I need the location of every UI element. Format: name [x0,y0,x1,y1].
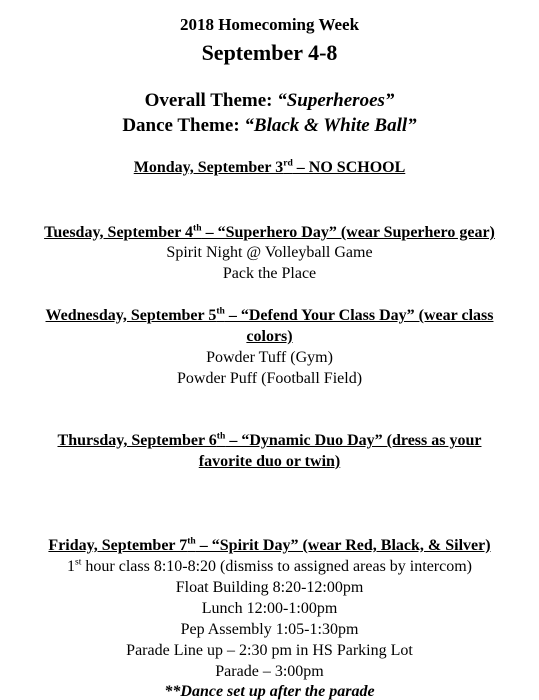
wednesday-heading-text: – “Defend Your Class Day” (wear class [224,307,494,324]
friday-item-text: hour class 8:10-8:20 (dismiss to assigned areas by intercom) [81,558,472,575]
tuesday-item: Pack the Place [222,265,317,282]
dance-theme-label: Dance Theme: [122,115,245,136]
thursday-heading-suffix: th [216,430,226,442]
thursday-heading-continued: favorite duo or twin) [198,453,341,470]
tuesday-heading-text: – “Superhero Day” (wear Superhero gear) [201,224,495,241]
friday-item-suffix: st [75,556,82,568]
monday-heading-text: – NO SCHOOL [292,159,406,176]
friday-heading [0,535,539,554]
document-dates: September 4-8 [201,40,338,65]
friday-heading-suffix: th [187,535,196,547]
wednesday-heading [0,305,539,324]
friday-item: Lunch 12:00-1:00pm [201,600,338,617]
overall-theme-label: Overall Theme: [144,90,278,111]
wednesday-heading-date: Wednesday, September 5 [45,307,217,324]
wednesday-heading-continued: colors) [246,328,293,345]
friday-item: Parade Line up – 2:30 pm in HS Parking Lot [126,642,413,659]
monday-heading-date: Monday, September 3 [133,159,284,176]
thursday-heading [0,430,539,449]
friday-item: Parade – 3:00pm [215,663,324,680]
friday-note: **Dance set up after the parade [164,683,375,700]
wednesday-heading-suffix: th [216,305,225,317]
friday-heading-text: – “Spirit Day” (wear Red, Black, & Silver) [195,537,491,554]
overall-theme-value: “Superheroes” [277,90,395,111]
friday-item [0,556,539,575]
monday-heading [0,157,539,176]
thursday-heading-date: Thursday, September 6 [57,432,217,449]
dance-theme-line [0,116,539,135]
dance-theme-value: “Black & White Ball” [244,115,417,136]
tuesday-heading-suffix: th [193,222,202,234]
thursday-heading-text: – “Dynamic Duo Day” (dress as your [225,432,482,449]
document-title: 2018 Homecoming Week [179,15,360,34]
wednesday-item: Powder Tuff (Gym) [206,349,333,366]
tuesday-heading [0,222,539,241]
friday-heading-date: Friday, September 7 [48,537,188,554]
tuesday-heading-date: Tuesday, September 4 [44,224,194,241]
friday-item: Pep Assembly 1:05-1:30pm [180,621,359,638]
tuesday-item: Spirit Night @ Volleyball Game [166,244,373,261]
wednesday-item: Powder Puff (Football Field) [176,370,363,387]
friday-item: Float Building 8:20-12:00pm [175,579,364,596]
monday-heading-suffix: rd [283,157,293,169]
overall-theme-line [0,91,539,110]
friday-item-ordinal: 1 [67,558,75,575]
